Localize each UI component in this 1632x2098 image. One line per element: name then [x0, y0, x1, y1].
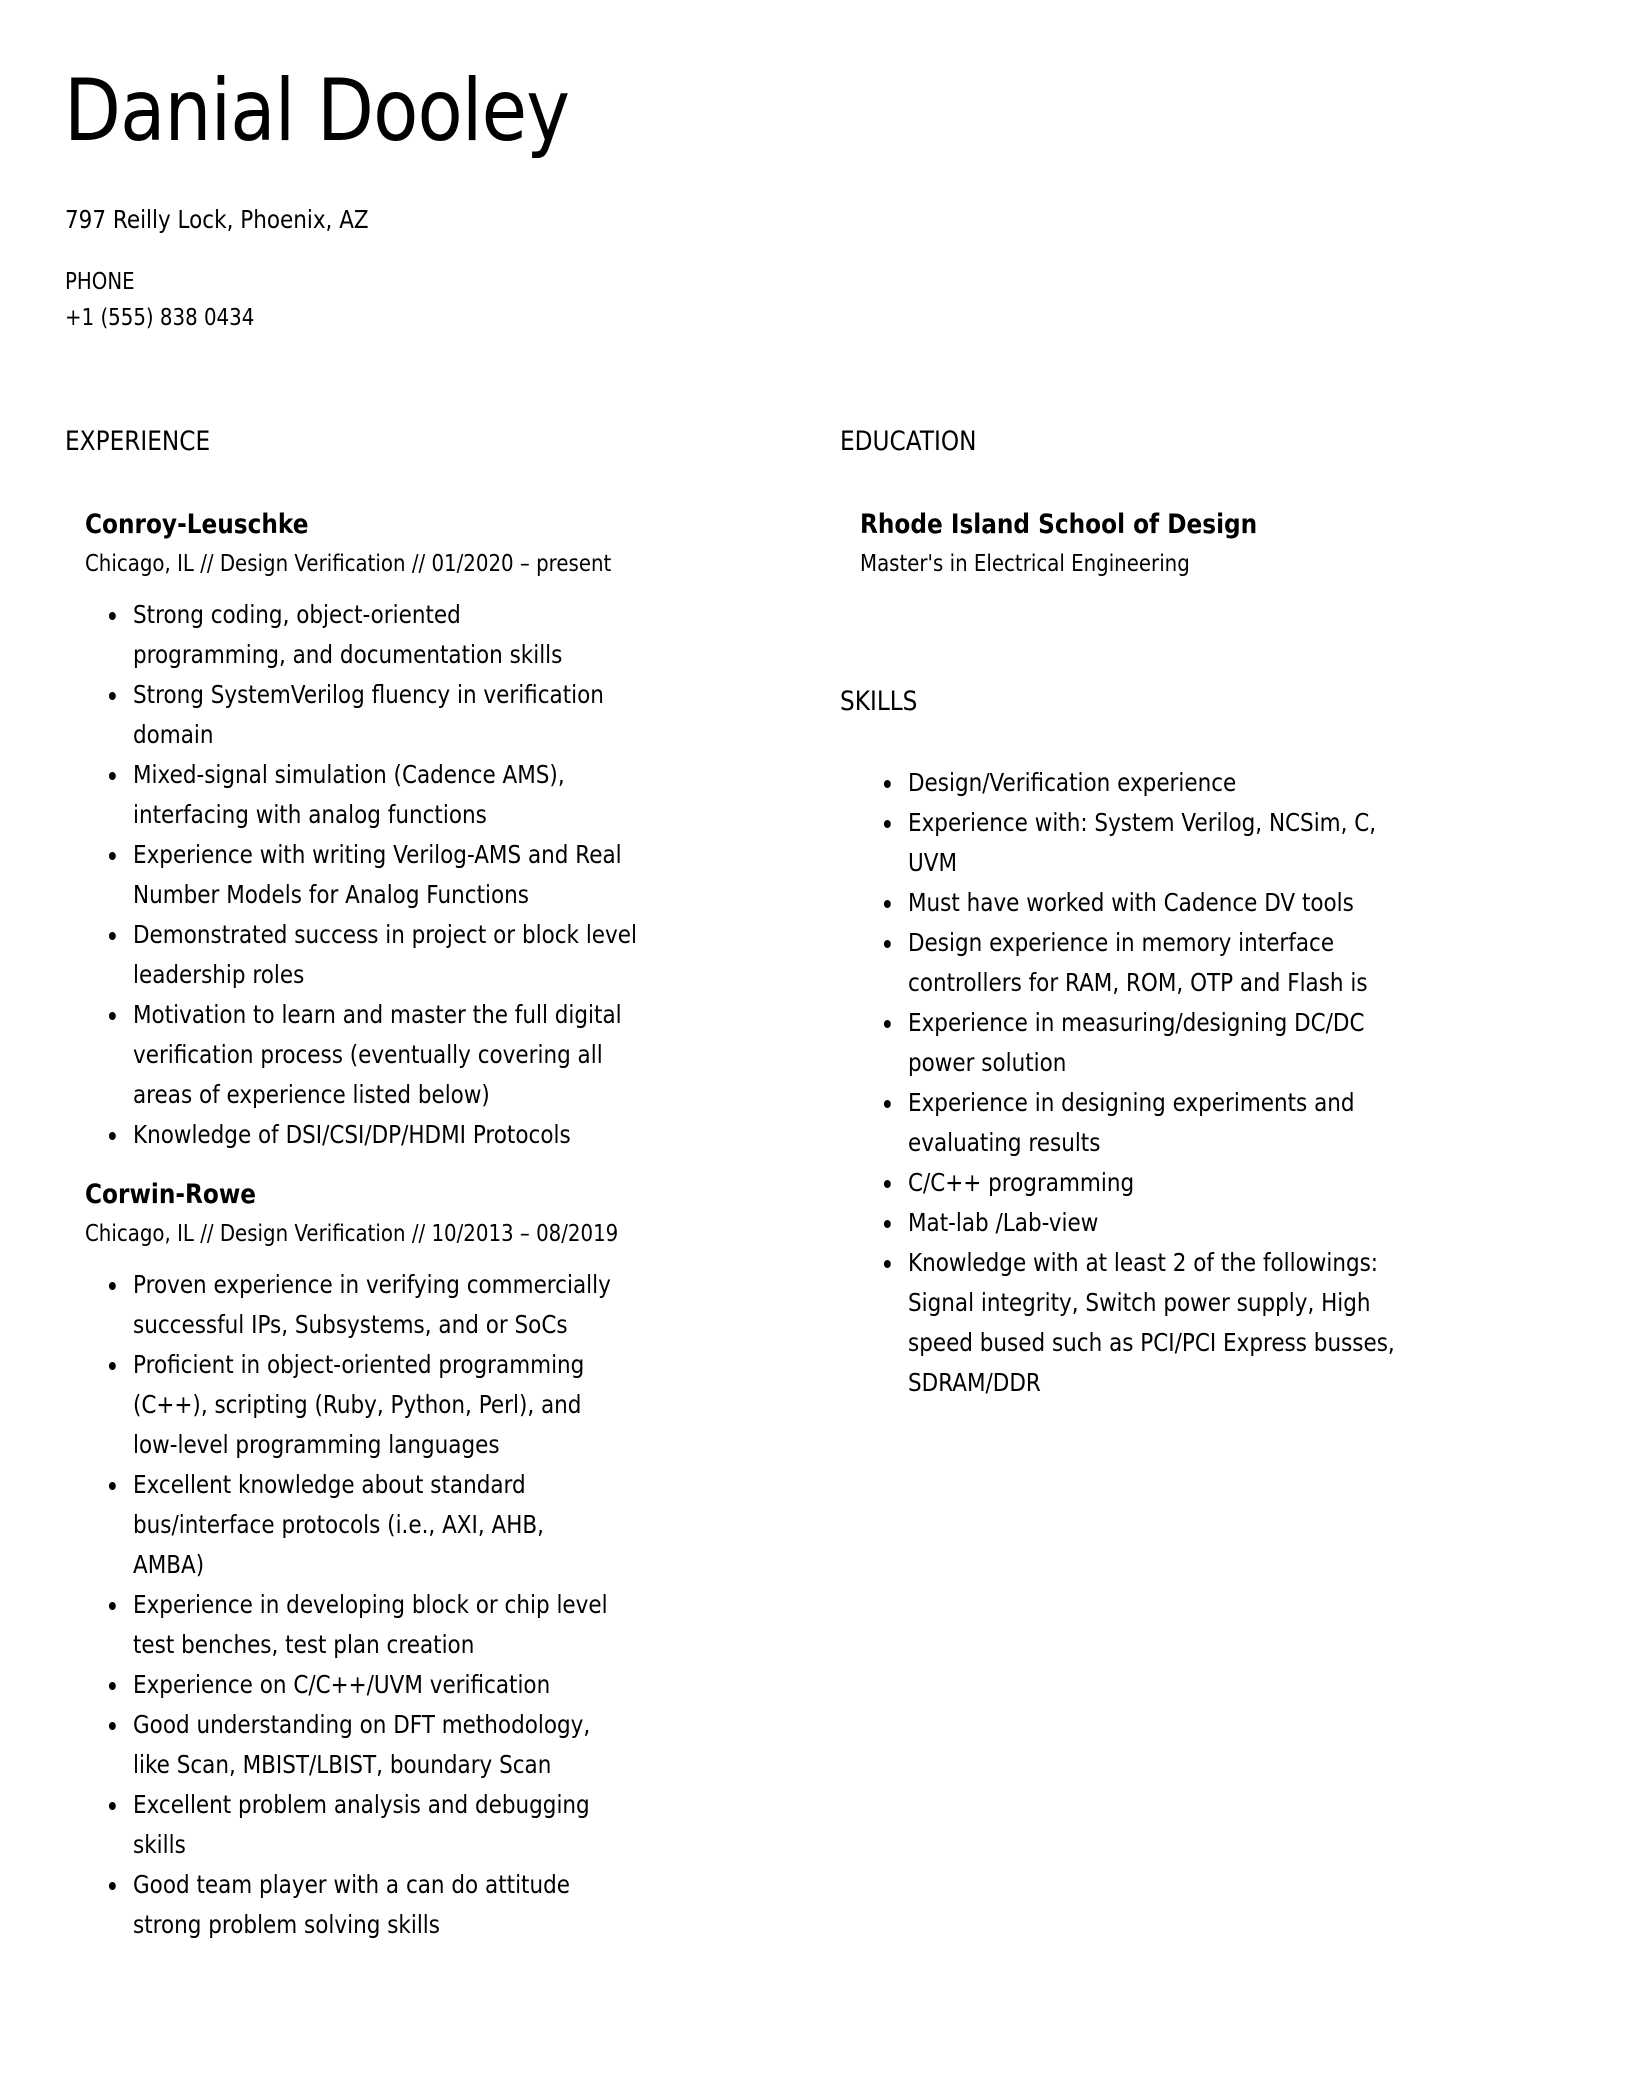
list-item: Strong SystemVerilog fluency in verification domain [133, 675, 649, 755]
skills-list [908, 763, 1628, 1403]
job-company: Conroy-Leuschke [85, 509, 309, 540]
candidate-address: 797 Reilly Lock, Phoenix, AZ [65, 205, 369, 234]
list-item: Design experience in memory interface controllers for RAM, ROM, OTP and Flash is [908, 923, 1407, 1003]
degree: Master's in Electrical Engineering [860, 551, 1190, 577]
list-item: Design/Verification experience [908, 763, 1424, 803]
list-item: Demonstrated success in project or block level leadership roles [133, 915, 640, 995]
list-item: Experience with writing Verilog-AMS and Real Number Models for Analog Functions [133, 835, 640, 915]
job-bullets [133, 595, 853, 1155]
job-entry [85, 509, 805, 1149]
job-details: Chicago, IL // Design Verification // 01/2020 – present [85, 551, 612, 577]
skills-title: SKILLS [840, 686, 918, 717]
list-item: Experience on C/C++/UVM verification [133, 1665, 640, 1705]
list-item: Good team player with a can do attitude strong problem solving skills [133, 1865, 632, 1945]
education-entry [860, 509, 1580, 577]
list-item: Good understanding on DFT methodology, like Scan, MBIST/LBIST, boundary Scan [133, 1705, 610, 1785]
phone-label: PHONE [65, 269, 135, 295]
list-item: Excellent problem analysis and debugging skills [133, 1785, 640, 1865]
school-name: Rhode Island School of Design [860, 509, 1258, 540]
list-item: Excellent knowledge about standard bus/interface protocols (i.e., AXI, AHB, AMBA) [133, 1465, 585, 1585]
list-item: Experience in developing block or chip level test benches, test plan creation [133, 1585, 640, 1665]
list-item: Knowledge with at least 2 of the followings: Signal integrity, Switch power supply, High speed bused such as PCI/PCI Express busses, SDRAM/DDR [908, 1243, 1437, 1403]
job-details: Chicago, IL // Design Verification // 10/2013 – 08/2019 [85, 1221, 619, 1247]
job-bullets [133, 1265, 853, 1945]
list-item: Experience in measuring/designing DC/DC power solution [908, 1003, 1377, 1083]
job-company: Corwin-Rowe [85, 1179, 257, 1210]
list-item: Motivation to learn and master the full digital verification process (eventually covering all areas of experience listed below) [133, 995, 640, 1115]
list-item: Knowledge of DSI/CSI/DP/HDMI Protocols [133, 1115, 649, 1155]
candidate-name: Danial Dooley [64, 61, 570, 161]
list-item: Mat-lab /Lab-view [908, 1203, 1424, 1243]
list-item: Experience with: System Verilog, NCSim, C, UVM [908, 803, 1424, 883]
list-item: Proven experience in verifying commercially successful IPs, Subsystems, and or SoCs [133, 1265, 623, 1345]
job-entry [85, 1179, 805, 1939]
list-item: C/C++ programming [908, 1163, 1424, 1203]
list-item: Strong coding, object-oriented programming, and documentation skills [133, 595, 615, 675]
list-item: Mixed-signal simulation (Cadence AMS), interfacing with analog functions [133, 755, 640, 835]
education-title: EDUCATION [840, 426, 977, 457]
list-item: Experience in designing experiments and evaluating results [908, 1083, 1398, 1163]
list-item: Proficient in object-oriented programming (C++), scripting (Ruby, Python, Perl), and low-level programming languages [133, 1345, 593, 1465]
list-item: Must have worked with Cadence DV tools [908, 883, 1424, 923]
experience-title: EXPERIENCE [65, 426, 211, 457]
phone-value: +1 (555) 838 0434 [65, 305, 255, 331]
